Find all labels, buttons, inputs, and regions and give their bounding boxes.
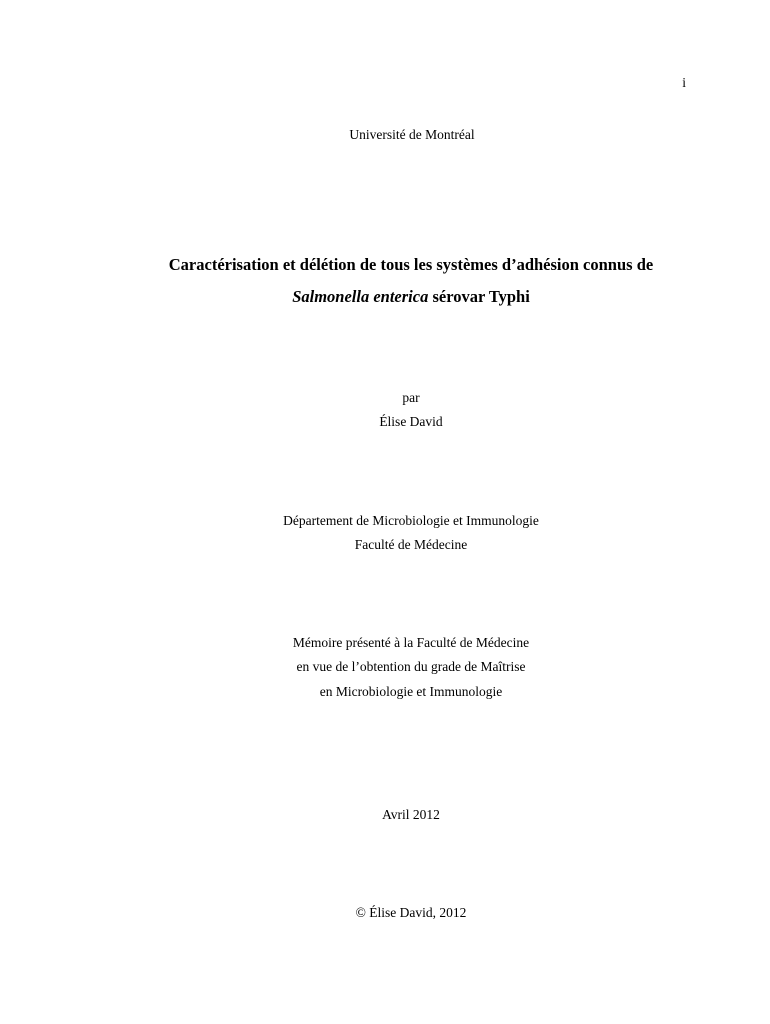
faculty-name: Faculté de Médecine: [354, 537, 468, 552]
thesis-statement-line-3: en Microbiologie et Immunologie: [319, 684, 503, 699]
university-name: Université de Montréal: [349, 127, 475, 142]
thesis-statement-line-1: Mémoire présenté à la Faculté de Médecine: [292, 635, 530, 650]
serovar-name: sérovar Typhi: [428, 287, 530, 306]
thesis-title-line-2: [0, 286, 770, 308]
page-number: i: [682, 75, 686, 90]
thesis-statement-line-2: en vue de l’obtention du grade de Maîtrise: [296, 659, 526, 674]
author-name: Élise David: [379, 414, 443, 429]
by-label: par: [402, 390, 420, 405]
copyright-notice: © Élise David, 2012: [355, 905, 467, 920]
department-name: Département de Microbiologie et Immunologie: [283, 513, 539, 528]
submission-date: Avril 2012: [382, 807, 440, 822]
species-name: Salmonella enterica: [292, 287, 429, 306]
thesis-title-line-1: Caractérisation et délétion de tous les systèmes d’adhésion connus de: [168, 255, 654, 274]
